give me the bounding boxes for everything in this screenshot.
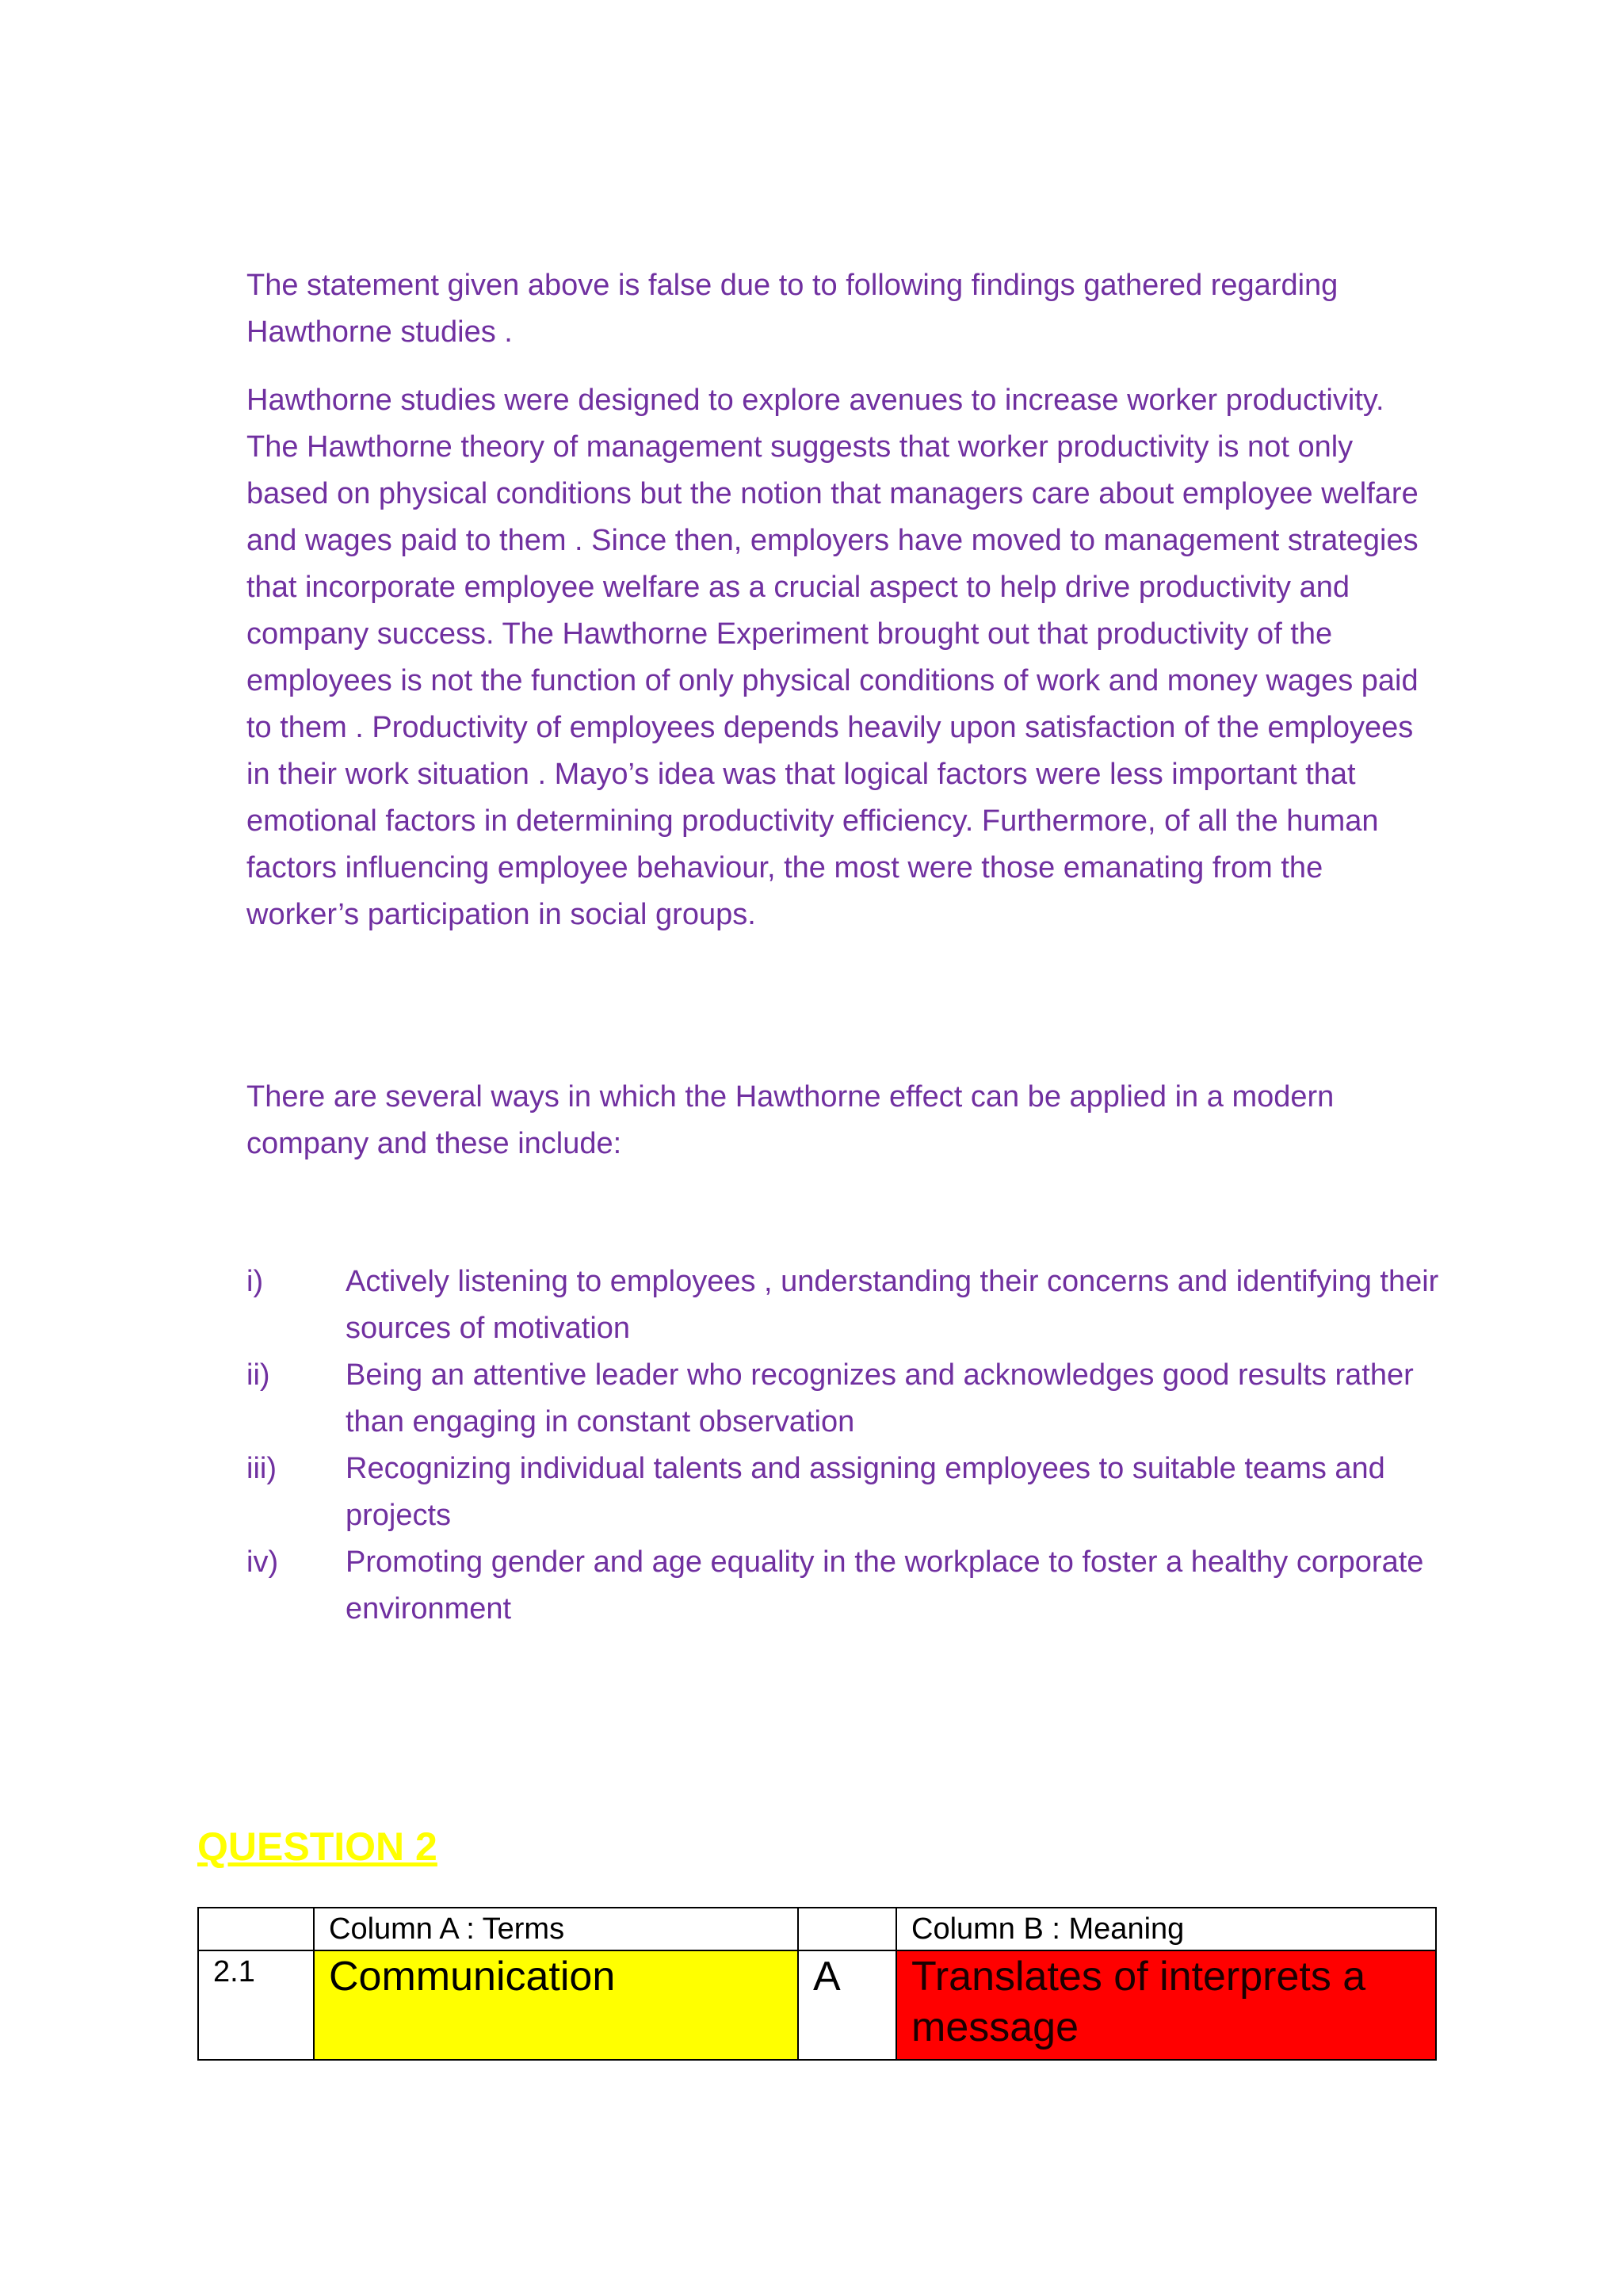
header-meaning-cell: Column B : Meaning	[896, 1908, 1436, 1950]
table-header-row	[198, 1908, 1436, 1950]
header-num-cell	[198, 1908, 314, 1950]
hawthorne-findings-paragraph: Hawthorne studies were designed to explore avenues to increase worker productivity. The Hawthorne theory of management suggests that worker productivity is not only based on physical conditions but the notion that managers care about employee welfare and wages paid to them . Since then, employers have moved to management strategies that incorporate employee welfare as a crucial aspect to help drive productivity and company success. The Hawthorne Experiment brought out that productivity of the employees is not the function of only physical conditions of work and money wages paid to them . Productivity of employees depends heavily upon satisfaction of the employees in their work situation . Mayo’s idea was that logical factors were less important that emotional factors in determining productivity efficiency. Furthermore, of all the human factors influencing employee behaviour, the most were those emanating from the worker’s participation in social groups.	[246, 384, 1419, 931]
list-marker: iii)	[246, 1452, 277, 1485]
list-marker: iv)	[246, 1545, 279, 1579]
list-marker: ii)	[246, 1358, 270, 1392]
list-marker: i)	[246, 1265, 264, 1298]
intro-paragraph: The statement given above is false due to to following findings gathered regarding Hawthorne studies .	[246, 269, 1338, 349]
matching-table	[197, 1907, 1437, 2061]
term-cell: Communication	[314, 1950, 798, 2060]
list-item-text: Actively listening to employees , understanding their concerns and identifying their sources of motivation	[346, 1265, 1439, 1345]
list-item-text: Recognizing individual talents and assigning employees to suitable teams and projects	[346, 1452, 1385, 1532]
letter-cell: A	[798, 1950, 896, 2060]
list-item	[246, 1539, 1451, 1633]
hawthorne-applications-list	[246, 1259, 1451, 1633]
list-item	[246, 1446, 1451, 1539]
header-letter-cell	[798, 1908, 896, 1950]
list-item-text: Being an attentive leader who recognizes and acknowledges good results rather than engaging in constant observation	[346, 1358, 1414, 1438]
question-2-heading: QUESTION 2	[197, 1824, 437, 1869]
list-item	[246, 1259, 1451, 1352]
list-item-text: Promoting gender and age equality in the workplace to foster a healthy corporate environment	[346, 1545, 1424, 1626]
header-terms-cell: Column A : Terms	[314, 1908, 798, 1950]
list-item	[246, 1352, 1451, 1446]
meaning-cell: Translates of interprets a message	[896, 1950, 1436, 2060]
table-row	[198, 1950, 1436, 2060]
row-number-cell: 2.1	[198, 1950, 314, 2060]
ways-intro-paragraph: There are several ways in which the Hawthorne effect can be applied in a modern company and these include:	[246, 1080, 1335, 1160]
